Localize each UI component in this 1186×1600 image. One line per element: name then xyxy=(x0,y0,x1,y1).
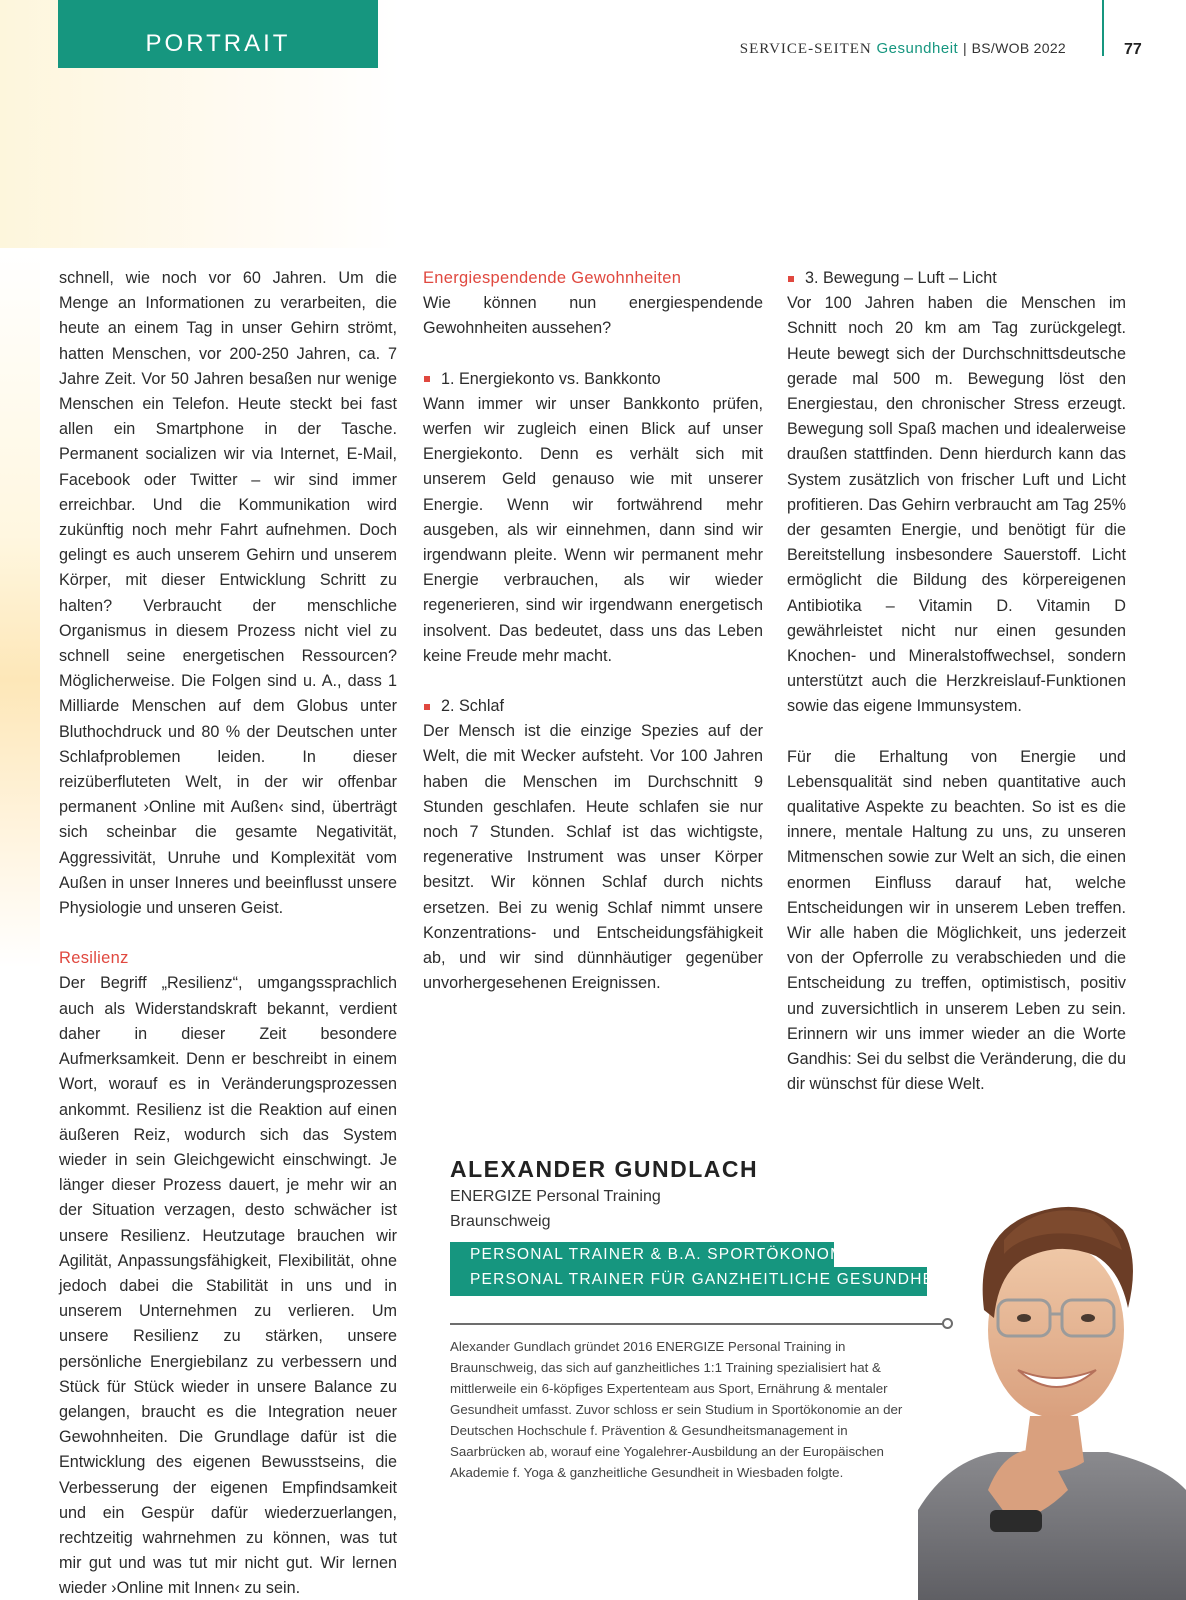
author-bio xyxy=(450,1154,950,1234)
body-paragraph: schnell, wie noch vor 60 Jahren. Um die Menge an Informationen zu verarbeiten, die heute an einem Tag in unser Gehirn strömt, hatten Menschen, vor 200-250 Jahren, ca. 7 Jahre Zeit. Vor 50 Jahren besaßen nur wenige Menschen ein Telefon. Heute steckt bei fast allen ein Smartphone in der Tasche. Permanent socializen wir via Internet, E-Mail, Facebook oder Twitter – wir sind immer erreichbar. Und die Kommunikation wird zukünftig noch mehr Fahrt aufnehmen. Doch gelingt es auch unserem Gehirn und unserem Körper, mit dieser Entwicklung Schritt zu halten? Verbraucht der menschliche Organismus in diesem Prozess nicht viel zu schnell seine energetischen Ressourcen? Möglicherweise. Die Folgen sind u. A., dass 1 Milliarde Menschen auf dem Globus unter Bluthochdruck und 80 % der Deutschen unter Schlafproblemen leiden. In dieser reizüberfluteten Welt, in der wir offenbar permanent ›Online mit Außen‹ sind, überträgt sich scheinbar die gesamte Negativität, Aggressivität, Unruhe und Komplexität vom Außen in unser Inneres und beeinflusst unsere Physiologie und unseren Geist. xyxy=(59,269,397,918)
author-photo xyxy=(918,1190,1186,1600)
bullet-square-icon xyxy=(424,376,430,382)
list-item-heading xyxy=(423,694,763,719)
left-margin-gradient xyxy=(0,248,40,968)
author-title-bar-2: PERSONAL TRAINER FÜR GANZHEITLICHE GESUNDHEIT xyxy=(450,1267,927,1296)
list-item-title: 3. Bewegung – Luft – Licht xyxy=(805,269,997,287)
author-title-bar-1: PERSONAL TRAINER & B.A. SPORTÖKONOM xyxy=(450,1242,834,1267)
body-paragraph: Vor 100 Jahren haben die Menschen im Schnitt noch 20 km am Tag zurückgelegt. Heute bewegt sich der Durchschnittsdeutsche gerade mal 500 m. Bewegung löst den Energiestau, den chronischer Stress erzeugt. Bewegung soll Spaß machen und idealerweise draußen stattfinden. Denn hierdurch kann das System zusätzlich von frischer Luft und Licht profitieren. Das Gehirn verbraucht am Tag 25% der gesamten Energie, und benötigt für die Bereitstellung insbesondere Sauerstoff. Licht ermöglicht die Bildung des körpereigenen Antibiotika – Vitamin D. Vitamin D gewährleistet nicht nur einen gesunden Knochen- und Mineralstoffwechsel, sondern unterstützt auch die Herzkreislauf-Funktionen sowie das eigene Immunsystem. xyxy=(787,294,1126,716)
list-item-title: 2. Schlaf xyxy=(441,697,504,716)
bullet-square-icon xyxy=(424,704,430,710)
page-number: 77 xyxy=(1124,41,1142,58)
body-paragraph: Der Begriff „Resilienz“, umgangssprachlich auch als Widerstandskraft bekannt, verdient daher in dieser Zeit besondere Aufmerksamkeit. Denn er beschreibt in einem Wort, worauf es in Veränderungsprozessen ankommt. Resilienz ist die Reaktion auf einen äußeren Reiz, wodurch sich das System wieder in sein Gleichgewicht einschwingt. Je länger dieser Prozess dauert, je mehr wir an der Situation verzagen, desto schwächer ist unsere Resilienz. Heutzutage brauchen wir Agilität, Anpassungsfähigkeit, Flexibilität, ohne jedoch dabei die Stabilität in uns und in unserem Unternehmen zu verlieren. Um unsere Resilienz zu stärken, unsere persönliche Energiebilanz zu verbessern und Stück für Stück wieder in unsere Balance zu gelangen, braucht es die Integration neuer Gewohnheiten. Die Grundlage dafür ist die Entwicklung des eigenen Bewusstseins, die Verbesserung der eigenen Empfindsamkeit und ein Gespür dafür wiederzuerlangen, rechtzeitig wahrnehmen zu können, was tut mir gut und was tut mir nicht gut. Wir lernen wieder ›Online mit Innen‹ zu sein. xyxy=(59,974,397,1598)
author-name: ALEXANDER GUNDLACH xyxy=(450,1156,759,1182)
edition-label: BS/WOB 2022 xyxy=(971,40,1066,56)
author-city: Braunschweig xyxy=(450,1213,551,1230)
bio-divider xyxy=(450,1323,944,1325)
bullet-square-icon xyxy=(788,276,794,282)
section-heading-gewohnheiten: Energiespendende Gewohnheiten xyxy=(423,269,682,287)
list-item-heading xyxy=(423,367,763,392)
author-portrait-illustration xyxy=(918,1190,1186,1600)
series-label: SERVICE-SEITEN xyxy=(739,41,872,57)
body-paragraph: Wie können nun energiespendende Gewohnheiten aussehen? xyxy=(423,294,763,338)
header-separator: | xyxy=(962,40,967,56)
article-column-2 xyxy=(423,266,763,996)
list-item-title: 1. Energiekonto vs. Bankkonto xyxy=(441,369,661,388)
section-tab xyxy=(58,0,378,68)
author-bio-text: Alexander Gundlach gründet 2016 ENERGIZE Personal Training in Braunschweig, das sich auf ganzheitliches 1:1 Training spezialisiert hat & mittlerweile ein 6-köpfiges Expertenteam aus Sport, Ernährung & mentaler Gesundheit umfasst. Zuvor schloss er sein Studium in Sportökonomie an der Deutschen Hochschule f. Prävention & Gesundheitsmanagement in Saarbrücken ab, worauf eine Yogalehrer-Ausbildung an der Europäischen Akademie f. Yoga & ganzheitliche Gesundheit in Wiesbaden folgte. xyxy=(450,1339,903,1480)
section-tab-label: PORTRAIT xyxy=(145,30,291,57)
section-heading-resilienz: Resilienz xyxy=(59,949,129,968)
header-vertical-rule xyxy=(1102,0,1104,56)
body-paragraph: Der Mensch ist die einzige Spezies auf der Welt, die mit Wecker aufsteht. Vor 100 Jahren haben die Menschen im Durchschnitt 9 Stunden geschlafen. Heute schlafen sie nur noch 7 Stunden. Schlaf ist das wichtigste, regenerative Instrument was unser Körper besitzt. Wir können Schlaf durch nichts ersetzen. Bei zu wenig Schlaf nimmt unsere Konzentrations- und Entscheidungsfähigkeit ab, und wir sind dünnhäutiger gegenüber unvorhergesehenen Ereignissen. xyxy=(423,722,763,993)
article-column-3 xyxy=(787,266,1126,1098)
running-header xyxy=(740,40,1066,58)
topic-label: Gesundheit xyxy=(876,40,959,57)
article-column-1 xyxy=(59,266,397,1600)
list-item-heading xyxy=(787,266,1126,291)
author-company: ENERGIZE Personal Training xyxy=(450,1188,661,1205)
body-paragraph: Für die Erhaltung von Energie und Lebensqualität sind neben quantitative auch qualitative Aspekte zu beachten. So ist es die innere, mentale Haltung zu uns, zu unseren Mitmenschen sowie zur Welt an sich, die einen enormen Einfluss darauf hat, welche Entscheidungen wir in unserem Leben treffen. Wir alle haben die Möglichkeit, uns jederzeit von der Opferrolle zu verabschieden und die Entscheidung zu treffen, optimistisch, positiv und zuversichtlich in unserem Leben zu sein. Erinnern wir uns immer wieder an die Worte Gandhis: Sei du selbst die Veränderung, die du dir wünschst für diese Welt. xyxy=(787,747,1126,1094)
body-paragraph: Wann immer wir unser Bankkonto prüfen, werfen wir zugleich einen Blick auf unser Energiekonto. Denn es verhält sich mit unserem Geld genauso wie mit unserer Energie. Wenn wir fortwährend mehr ausgeben, als wir einnehmen, dann sind wir irgendwann pleite. Wenn wir permanent mehr Energie verbrauchen, als wir wieder regenerieren, sind wir irgendwann energetisch insolvent. Das bedeutet, dass uns das Leben keine Freude mehr macht. xyxy=(423,394,763,665)
